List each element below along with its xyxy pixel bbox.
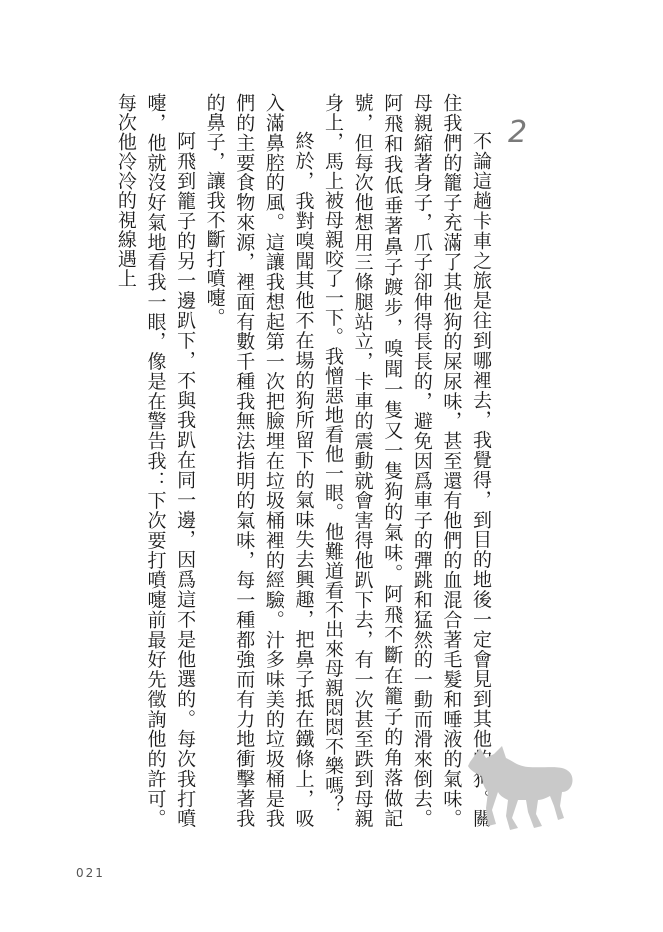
chapter-number: 2 [508,115,528,150]
body-text [110,93,495,828]
paragraph: 終於，我對嗅聞其他不在場的狗所留下的氣味失去興趣，把鼻子抵在鐵條上，吸入滿鼻腔的風。這讓我想起第一次把臉埋在垃圾桶裡的經驗。汁多味美的垃圾桶是我們的主要食物來源，裡面有數千種我無法指明的氣味，每一種都強而有力地衝擊著我的鼻子，讓我不斷打噴嚏。 [203,93,315,828]
page-number: 021 [76,866,105,880]
paragraph: 阿飛到籠子的另一邊趴下，不與我趴在同一邊，因爲這不是他選的。每次我打噴嚏，他就沒好氣地看我一眼，像是在警告我：下次要打噴嚏前最好先徵詢他的許可。每次他冷冷的視線遇上 [114,93,197,828]
paragraph: 不論這趟卡車之旅是往到哪裡去，我覺得，到目的地後一定會見到其他的狗。關住我們的籠子充滿了其他狗的屎尿味，甚至還有他們的血混合著毛髮和唾液的氣味。母親縮著身子，爪子卻伸得長長的，避免因爲車子的彈跳和猛然的一動而滑來倒去。阿飛和我低垂著鼻子踱步，嗅聞一隻又一隻狗的氣味。阿飛不斷在籠子的角落做記號，但每次他想用三條腿站立，卡車的震動就會害得他趴下去，有一次甚至跌到母親身上，馬上被母親咬了一下。我憎惡地看他一眼。他難道看不出來母親悶悶不樂嗎？ [322,93,492,828]
dog-silhouette-icon [462,740,578,836]
